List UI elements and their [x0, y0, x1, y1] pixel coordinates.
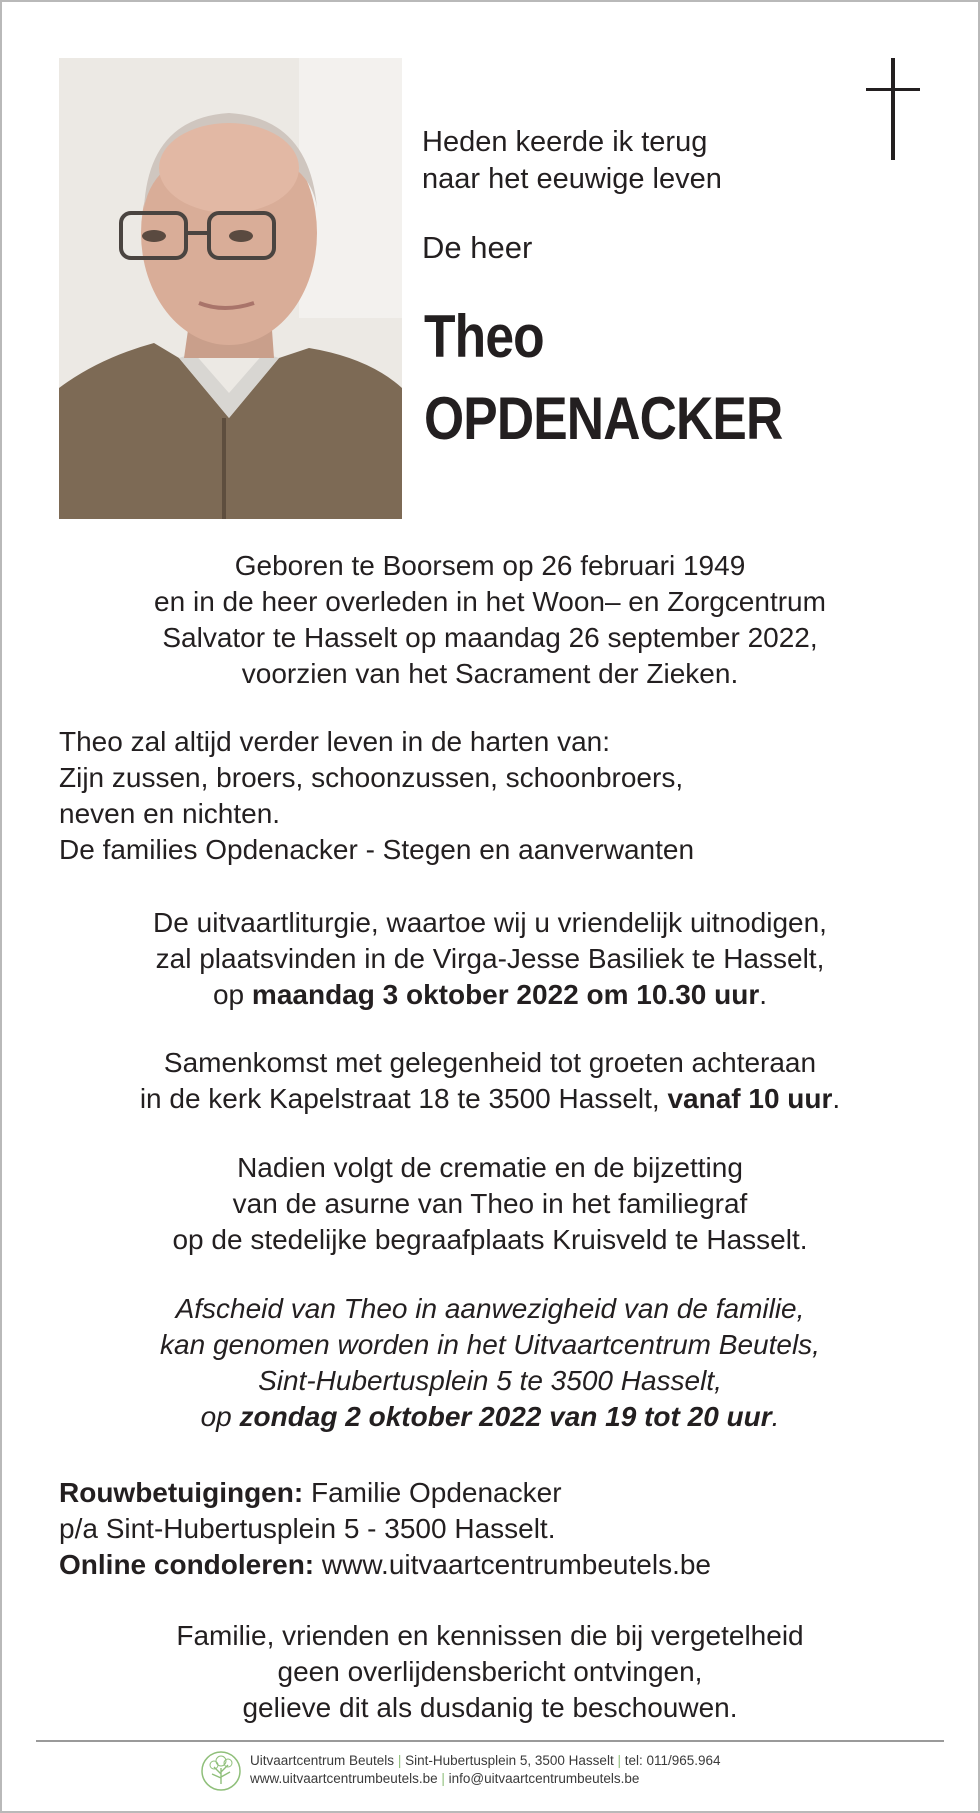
paragraph-line: in de kerk Kapelstraat 18 te 3500 Hasselt, vanaf 10 uur.	[139, 1083, 841, 1114]
intro-line: Heden keerde ik terug	[422, 126, 708, 158]
paragraph-line: op zondag 2 oktober 2022 van 19 tot 20 uur.	[200, 1401, 780, 1432]
paragraph-line: Samenkomst met gelegenheid tot groeten achteraan	[163, 1047, 817, 1078]
latin-cross-icon	[862, 58, 924, 160]
footer-divider	[36, 1740, 944, 1742]
paragraph-line: neven en nichten.	[59, 798, 281, 829]
website-link[interactable]: www.uitvaartcentrumbeutels.be	[314, 1549, 711, 1580]
portrait-image	[59, 58, 402, 519]
portrait-photo	[59, 58, 402, 519]
title-prefix: De heer	[422, 230, 533, 265]
farewell-paragraph	[0, 1291, 980, 1435]
paragraph-line: Theo zal altijd verder leven in de harten van:	[59, 726, 610, 757]
footer-website[interactable]: www.uitvaartcentrumbeutels.be	[250, 1771, 438, 1786]
online-condolences-line	[59, 1547, 980, 1583]
birth-death-paragraph	[0, 548, 980, 692]
farewell-date: zondag 2 oktober 2022 van 19 tot 20 uur	[239, 1401, 772, 1432]
gathering-time: vanaf 10 uur	[667, 1083, 833, 1114]
footer-line-1: Uitvaartcentrum Beutels | Sint-Hubertusplein 5, 3500 Hasselt | tel: 011/965.964	[250, 1753, 721, 1768]
deceased-last-name: OPDENACKER	[424, 385, 783, 452]
paragraph-line: Sint-Hubertusplein 5 te 3500 Hasselt,	[258, 1365, 722, 1396]
address-line: p/a Sint-Hubertusplein 5 - 3500 Hasselt.	[59, 1513, 556, 1544]
paragraph-line: Salvator te Hasselt op maandag 26 september 2022,	[162, 622, 818, 653]
paragraph-line: Afscheid van Theo in aanwezigheid van de familie,	[175, 1293, 805, 1324]
condolences-line: Rouwbetuigingen: Familie Opdenacker	[59, 1477, 562, 1508]
footer-line-2: www.uitvaartcentrumbeutels.be | info@uitvaartcentrumbeutels.be	[250, 1771, 640, 1786]
footer-email[interactable]: info@uitvaartcentrumbeutels.be	[448, 1771, 640, 1786]
paragraph-line: geen overlijdensbericht ontvingen,	[277, 1656, 703, 1687]
intro-text	[422, 124, 722, 198]
intro-line: naar het eeuwige leven	[422, 163, 722, 195]
footer-tel: tel: 011/965.964	[624, 1753, 721, 1768]
paragraph-line: Nadien volgt de crematie en de bijzetting	[237, 1152, 743, 1183]
footer-address: Sint-Hubertusplein 5, 3500 Hasselt	[405, 1753, 614, 1768]
footer-company: Uitvaartcentrum Beutels	[250, 1753, 395, 1768]
liturgy-paragraph	[0, 905, 980, 1013]
contact-paragraph	[0, 1475, 980, 1583]
paragraph-line: gelieve dit als dusdanig te beschouwen.	[242, 1692, 738, 1723]
condolences-label: Rouwbetuigingen:	[59, 1477, 304, 1508]
gathering-paragraph	[0, 1045, 980, 1117]
deceased-first-name: Theo	[424, 303, 544, 370]
cremation-paragraph	[0, 1150, 980, 1258]
paragraph-line: op maandag 3 oktober 2022 om 10.30 uur.	[212, 979, 768, 1010]
paragraph-line: zal plaatsvinden in de Virga-Jesse Basiliek te Hasselt,	[155, 943, 825, 974]
family-paragraph	[0, 724, 980, 868]
paragraph-line: kan genomen worden in het Uitvaartcentrum Beutels,	[160, 1329, 820, 1360]
liturgy-date: maandag 3 oktober 2022 om 10.30 uur	[251, 979, 760, 1010]
tree-logo-icon	[200, 1750, 242, 1792]
paragraph-line: De families Opdenacker - Stegen en aanverwanten	[59, 834, 695, 865]
footer	[200, 1750, 820, 1800]
online-label: Online condoleren:	[59, 1549, 315, 1580]
paragraph-line: op de stedelijke begraafplaats Kruisveld te Hasselt.	[172, 1224, 808, 1255]
closing-paragraph	[0, 1618, 980, 1726]
paragraph-line: en in de heer overleden in het Woon– en Zorgcentrum	[154, 586, 826, 617]
paragraph-line: Familie, vrienden en kennissen die bij vergetelheid	[176, 1620, 804, 1651]
paragraph-line: voorzien van het Sacrament der Zieken.	[241, 658, 739, 689]
paragraph-line: De uitvaartliturgie, waartoe wij u vriendelijk uitnodigen,	[153, 907, 827, 938]
paragraph-line: van de asurne van Theo in het familiegraf	[232, 1188, 748, 1219]
paragraph-line: Geboren te Boorsem op 26 februari 1949	[234, 550, 746, 581]
paragraph-line: Zijn zussen, broers, schoonzussen, schoonbroers,	[59, 762, 684, 793]
